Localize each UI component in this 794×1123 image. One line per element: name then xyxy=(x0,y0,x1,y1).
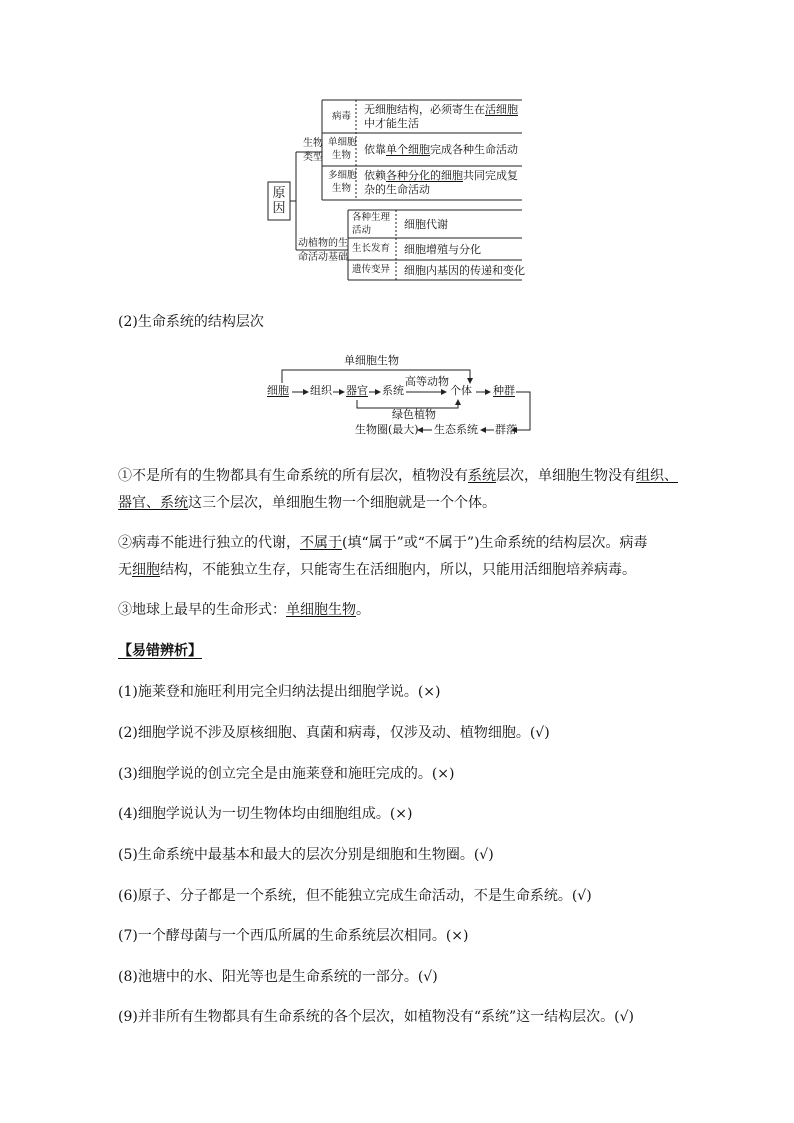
flow-community: 群落 xyxy=(495,423,517,436)
root-label: 原因 xyxy=(272,186,286,216)
flow-arrows xyxy=(0,0,794,450)
flow-ecosystem: 生态系统 xyxy=(434,423,478,436)
flow-individual: 个体 xyxy=(450,384,472,397)
flow-unicellular: 单细胞生物 xyxy=(344,354,399,367)
note-2-line-2: 无细胞结构，不能独立生存，只能寄生在活细胞内，所以，只能用活细胞培养病毒。 xyxy=(118,562,636,578)
flow-higher-animal: 高等动物 xyxy=(405,375,449,388)
flow-system: 系统 xyxy=(382,384,404,397)
basis-growth-label: 生长发育 xyxy=(352,243,391,254)
flow-organ: 器官 xyxy=(346,384,368,397)
type-virus-desc-1: 无细胞结构，必须寄生在活细胞 xyxy=(364,103,518,116)
judgement-item-9: (9)并非所有生物都具有生命系统的各个层次，如植物没有“系统”这一结构层次。(√) xyxy=(118,1009,634,1025)
judgement-item-5: (5)生命系统中最基本和最大的层次分别是细胞和生物圈。(√) xyxy=(118,847,494,863)
basis-heredity-desc: 细胞内基因的传递和变化 xyxy=(404,264,525,277)
branch-types-label-2: 类型 xyxy=(303,152,323,163)
branch-types-label-1: 生物 xyxy=(303,138,323,149)
judgement-item-8: (8)池塘中的水、阳光等也是生命系统的一部分。(√) xyxy=(118,969,438,985)
note-3: ③地球上最早的生命形式：单细胞生物。 xyxy=(118,602,370,618)
note-1-line-1: ①不是所有的生物都具有生命系统的所有层次，植物没有系统层次，单细胞生物没有组织、 xyxy=(118,468,678,484)
type-unicellular-label-2: 生物 xyxy=(332,150,352,161)
type-multicellular-desc-1: 依赖各种分化的细胞共同完成复 xyxy=(364,169,518,182)
flow-cell: 细胞 xyxy=(267,384,289,397)
basis-physiology-desc: 细胞代谢 xyxy=(404,218,448,231)
judgement-item-6: (6)原子、分子都是一个系统，但不能独立完成生命活动，不是生命系统。(√) xyxy=(118,888,592,904)
flow-tissue: 组织 xyxy=(310,384,332,397)
type-multicellular-desc-2: 杂的生命活动 xyxy=(364,183,430,196)
note-1-line-2: 器官、系统这三个层次，单细胞生物一个细胞就是一个个体。 xyxy=(118,495,496,511)
flow-population: 种群 xyxy=(493,384,515,397)
branch-basis-label-2: 命活动基础 xyxy=(298,252,348,263)
type-unicellular-label-1: 单细胞 xyxy=(328,137,357,148)
type-multicellular-label-1: 多细胞 xyxy=(328,170,357,181)
judgement-item-3: (3)细胞学说的创立完全是由施莱登和施旺完成的。(×) xyxy=(118,766,455,782)
flow-biosphere: 生物圈(最大) xyxy=(355,423,419,436)
section-title: (2)生命系统的结构层次 xyxy=(118,314,264,330)
judgement-item-7: (7)一个酵母菌与一个西瓜所属的生命系统层次相同。(×) xyxy=(118,928,469,944)
flow-green-plant: 绿色植物 xyxy=(392,408,436,421)
judgement-item-2: (2)细胞学说不涉及原核细胞、真菌和病毒，仅涉及动、植物细胞。(√) xyxy=(118,725,550,741)
branch-basis-label-1: 动植物的生 xyxy=(298,238,348,249)
basis-growth-desc: 细胞增殖与分化 xyxy=(404,243,481,256)
basis-heredity-label: 遗传变异 xyxy=(352,264,391,275)
type-unicellular-desc: 依靠单个细胞完成各种生命活动 xyxy=(364,143,518,156)
basis-physiology-label-2: 活动 xyxy=(352,225,372,236)
judgement-item-1: (1)施莱登和施旺利用完全归纳法提出细胞学说。(×) xyxy=(118,684,441,700)
error-analysis-heading: 【易错辨析】 xyxy=(118,643,202,659)
judgement-item-4: (4)细胞学说认为一切生物体均由细胞组成。(×) xyxy=(118,806,413,822)
type-virus-desc-2: 中才能生活 xyxy=(364,117,419,130)
basis-physiology-label-1: 各种生理 xyxy=(352,212,391,223)
note-2-line-1: ②病毒不能进行独立的代谢，不属于(填“属于”或“不属于”)生命系统的结构层次。病毒 xyxy=(118,535,648,551)
type-virus-label: 病毒 xyxy=(332,111,352,122)
type-multicellular-label-2: 生物 xyxy=(332,183,352,194)
